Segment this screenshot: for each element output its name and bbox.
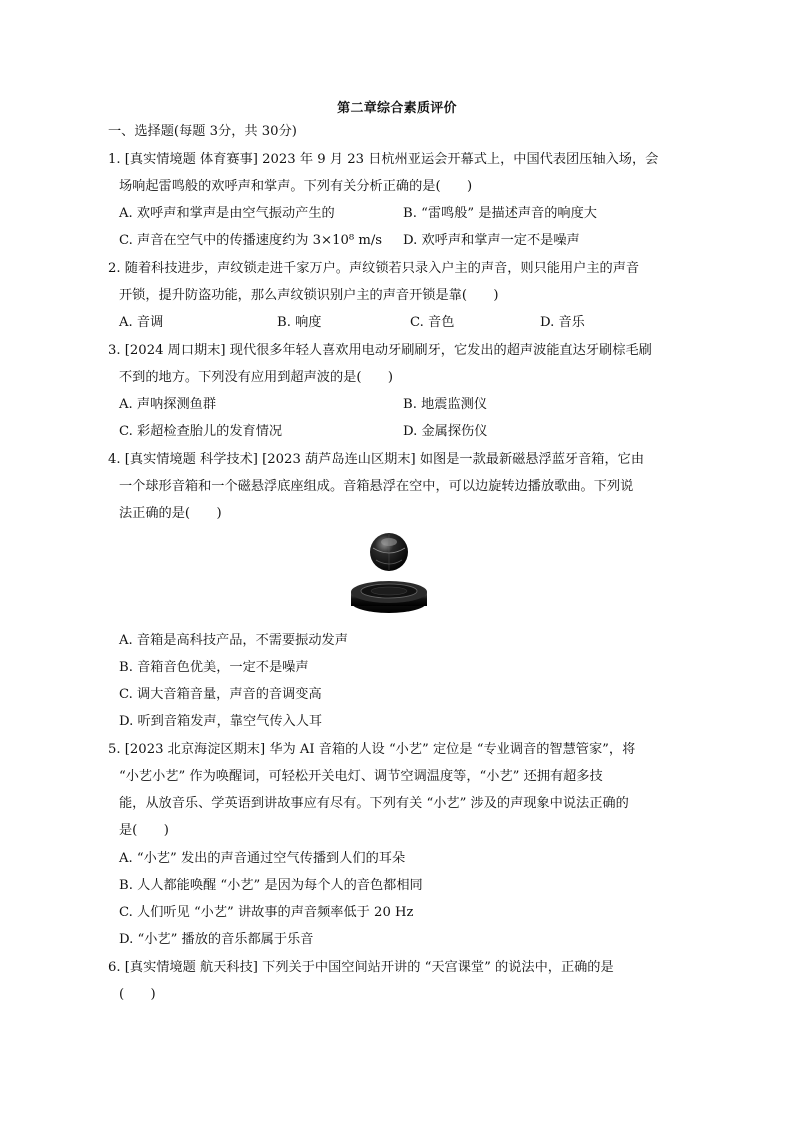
question-1-stem-cont: 场响起雷鸣般的欢呼声和掌声。下列有关分析正确的是( )	[119, 179, 473, 194]
maglev-speaker-figure	[350, 530, 428, 622]
question-4-option-c: C. 调大音箱音量，声音的音调变高	[119, 687, 322, 702]
question-3-stem-cont: 不到的地方。下列没有应用到超声波的是( )	[119, 370, 394, 385]
question-4-option-b: B. 音箱音色优美，一定不是噪声	[119, 660, 309, 675]
question-5-option-b: B. 人人都能唤醒 “小艺” 是因为每个人的音色都相同	[119, 878, 423, 893]
question-5-option-d: D. “小艺” 播放的音乐都属于乐音	[119, 932, 314, 947]
page-title: 第二章综合素质评价	[337, 101, 457, 116]
question-4-stem-cont-2: 法正确的是( )	[119, 506, 222, 521]
question-4-option-d: D. 听到音箱发声，靠空气传入人耳	[119, 714, 323, 729]
question-3-stem: 3. [2024 周口期末] 现代很多年轻人喜欢用电动牙刷刷牙，它发出的超声波能直达牙刷棕毛刷	[108, 343, 652, 358]
question-1-option-d: D. 欢呼声和掌声一定不是噪声	[403, 233, 580, 248]
question-2-option-b: B. 响度	[277, 315, 322, 330]
question-3-option-b: B. 地震监测仪	[403, 397, 488, 412]
question-5-stem-cont-2: 能，从放音乐、学英语到讲故事应有尽有。下列有关 “小艺” 涉及的声现象中说法正确的	[119, 796, 629, 811]
question-4-stem-cont: 一个球形音箱和一个磁悬浮底座组成。音箱悬浮在空中，可以边旋转边播放歌曲。下列说	[119, 479, 634, 494]
question-4-stem: 4. [真实情境题 科学技术] [2023 葫芦岛连山区期末] 如图是一款最新磁悬浮蓝牙音箱，它由	[108, 452, 645, 467]
question-5-option-c: C. 人们听见 “小艺” 讲故事的声音频率低于 20 Hz	[119, 905, 414, 920]
question-2-stem: 2. 随着科技进步，声纹锁走进千家万户。声纹锁若只录入户主的声音，则只能用户主的声音	[108, 261, 640, 276]
question-6-stem-cont: ( )	[119, 987, 156, 1002]
question-2-option-d: D. 音乐	[540, 315, 585, 330]
question-3-option-d: D. 金属探伤仪	[403, 424, 488, 439]
question-3-option-c: C. 彩超检查胎儿的发育情况	[119, 424, 283, 439]
question-2-option-a: A. 音调	[119, 315, 164, 330]
question-1-option-c: C. 声音在空气中的传播速度约为 3×10⁸ m/s	[119, 233, 383, 248]
question-3-option-a: A. 声呐探测鱼群	[119, 397, 217, 412]
question-5-stem-cont-3: 是( )	[119, 823, 169, 838]
question-5-option-a: A. “小艺” 发出的声音通过空气传播到人们的耳朵	[119, 851, 406, 866]
question-1-stem: 1. [真实情境题 体育赛事] 2023 年 9 月 23 日杭州亚运会开幕式上，中国代表团压轴入场，会	[108, 152, 659, 167]
question-6-stem: 6. [真实情境题 航天科技] 下列关于中国空间站开讲的 “天宫课堂” 的说法中，正确的是	[108, 960, 614, 975]
question-1-option-a: A. 欢呼声和掌声是由空气振动产生的	[119, 206, 335, 221]
question-5-stem: 5. [2023 北京海淀区期末] 华为 AI 音箱的人设 “小艺” 定位是 “专业调音的智慧管家”，将	[108, 742, 636, 757]
question-4-option-a: A. 音箱是高科技产品，不需要振动发声	[119, 633, 348, 648]
question-2-option-c: C. 音色	[410, 315, 455, 330]
question-2-stem-cont: 开锁，提升防盗功能，那么声纹锁识别户主的声音开锁是靠( )	[119, 288, 499, 303]
section-heading: 一、选择题(每题 3分，共 30分)	[108, 124, 297, 139]
question-1-option-b: B. “雷鸣般” 是描述声音的响度大	[403, 206, 597, 221]
question-5-stem-cont: “小艺小艺” 作为唤醒词，可轻松开关电灯、调节空调温度等，“小艺” 还拥有超多技	[119, 769, 603, 784]
